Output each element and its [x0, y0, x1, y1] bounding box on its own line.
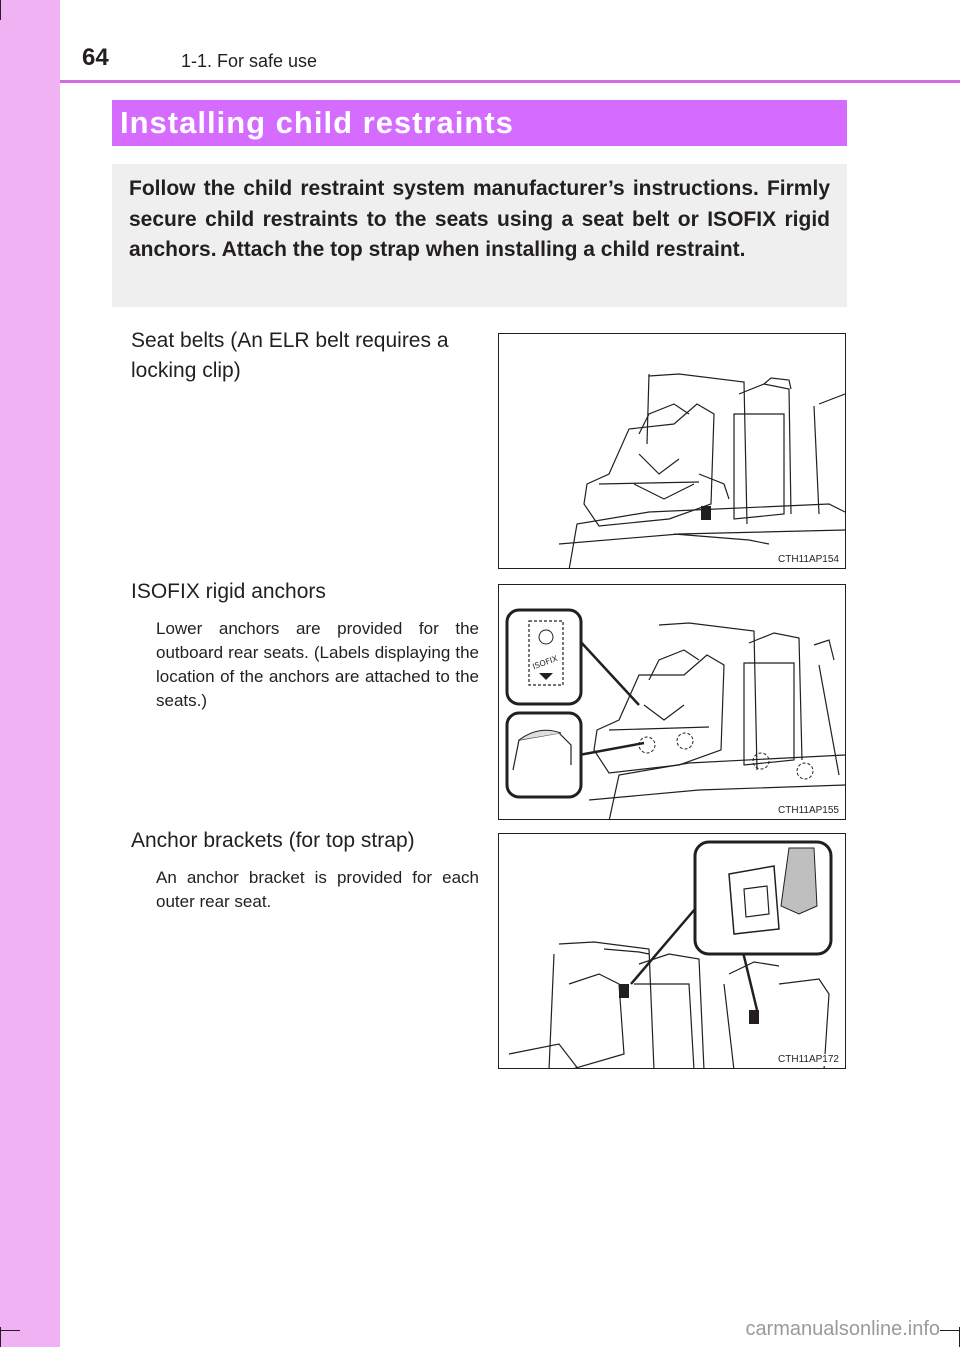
crop-mark — [0, 1330, 20, 1331]
isofix-label-text: ISOFIX — [531, 653, 559, 672]
child-seat-belt-illustration — [499, 334, 846, 569]
anchor-bracket-illustration — [499, 834, 846, 1069]
page-number: 64 — [82, 44, 109, 71]
item-isofix-title: ISOFIX rigid anchors — [131, 580, 326, 603]
page-sidebar-tab — [0, 0, 60, 1347]
figure-code: CTH11AP155 — [775, 805, 839, 817]
figure-isofix-anchors — [498, 584, 846, 820]
bracket-detail-callout — [695, 842, 831, 954]
crop-mark — [940, 1330, 960, 1331]
crop-mark — [0, 0, 1, 20]
section-label: 1-1. For safe use — [181, 51, 318, 71]
item-anchor-brackets-description: An anchor bracket is provided for each outer rear seat. — [156, 868, 479, 911]
figure-seat-belts — [498, 333, 846, 569]
item-isofix-description: Lower anchors are provided for the outboard rear seats. (Labels displaying the location of the anchors are attached to the seats.) — [156, 619, 479, 710]
figure-code: CTH11AP154 — [775, 554, 839, 566]
isofix-anchor-illustration — [499, 585, 846, 820]
header-divider — [60, 80, 960, 83]
item-anchor-brackets-title: Anchor brackets (for top strap) — [131, 829, 415, 852]
intro-box — [112, 164, 847, 307]
figure-anchor-brackets — [498, 833, 846, 1069]
figure-code: CTH11AP172 — [775, 1054, 839, 1066]
anchor-detail-callout — [507, 713, 581, 797]
isofix-label-callout — [507, 610, 581, 704]
intro-text: Follow the child restraint system manufacturer’s instructions. Firmly secure child restraints to the seats using a seat belt or ISOFIX rigid anchors. Attach the top strap when installing a child restraint. — [129, 177, 830, 261]
item-seat-belts-title: Seat belts (An ELR belt requires a locking clip) — [131, 329, 449, 382]
watermark-footer: carmanualsonline.info — [745, 1318, 940, 1340]
page-title: Installing child restraints — [120, 105, 514, 140]
